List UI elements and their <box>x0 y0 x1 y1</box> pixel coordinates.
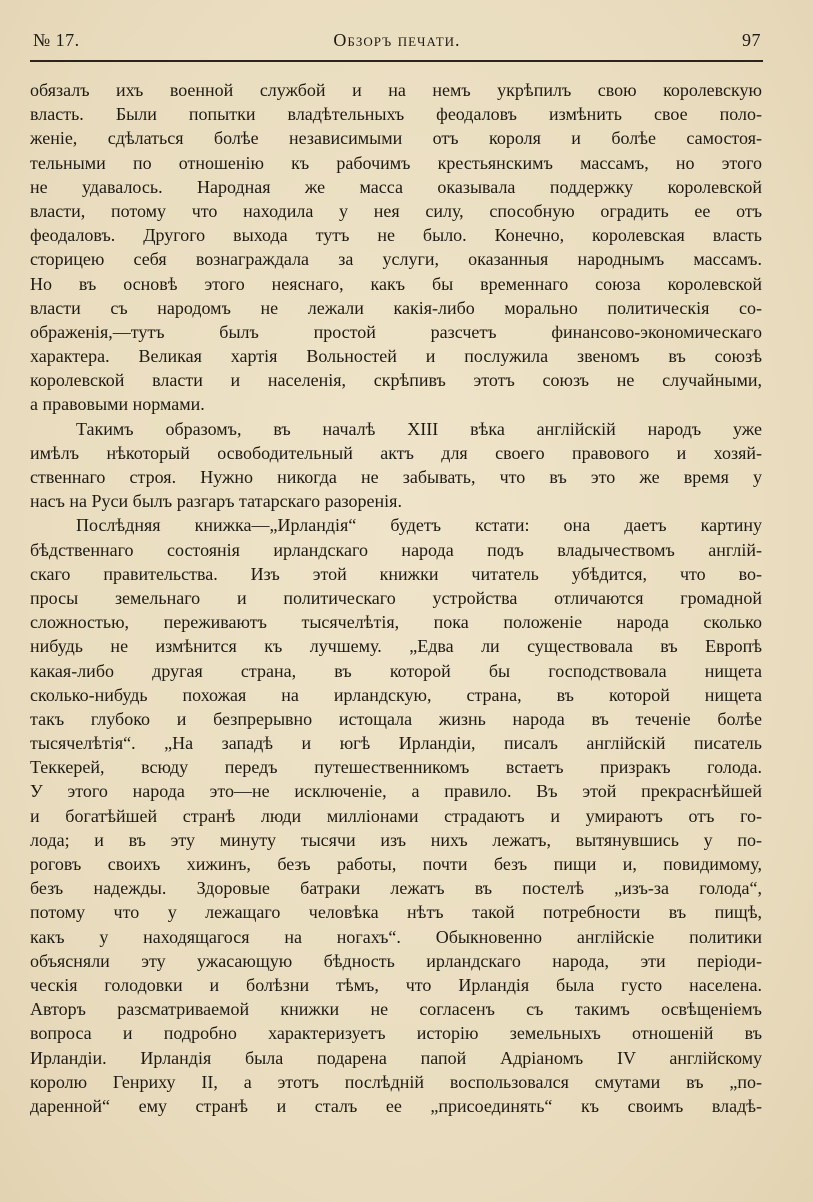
text-line: и богатѣйшей странѣ люди милліонами страдаютъ и умираютъ отъ го- <box>30 805 762 826</box>
text-line: такъ глубоко и безпрерывно истощала жизнь народа въ теченіе болѣе <box>30 708 762 729</box>
text-line: Теккерей, всюду передъ путешественникомъ встаетъ призракъ голода. <box>30 757 762 778</box>
text-line: сложностью, переживаютъ тысячелѣтія, пока положеніе народа сколько <box>30 612 762 633</box>
text-line: женіе, сдѣлаться болѣе независимыми отъ короля и болѣе самостоя- <box>30 128 762 149</box>
text-line: тельными по отношенію къ рабочимъ крестьянскимъ массамъ, но этого <box>30 152 762 173</box>
text-line: объясняли эту ужасающую бѣдность ирландскаго народа, эти періоди- <box>30 950 762 971</box>
text-line: Авторъ разсматриваемой книжки не согласенъ съ такимъ освѣщеніемъ <box>30 999 762 1020</box>
text-line: роговъ своихъ хижинъ, безъ работы, почти безъ пищи и, повидимому, <box>30 854 762 874</box>
text-line: безъ надежды. Здоровые батраки лежатъ въ постелѣ „изъ-за голода“, <box>30 878 762 899</box>
text-line: вопроса и подробно характеризуетъ исторію земельныхъ отношеній въ <box>30 1023 762 1044</box>
text-line: сторицею себя вознаграждала за услуги, оказанныя народнымъ массамъ. <box>30 249 762 270</box>
text-line: власть. Были попытки владѣтельныхъ феодаловъ измѣнить свое поло- <box>30 104 762 125</box>
text-line: сколько-нибудь похожая на ирландскую, страна, въ которой нищета <box>30 684 762 705</box>
header-rule <box>30 60 763 62</box>
text-line: власти съ народомъ не лежали какія-либо морально политическія со- <box>30 297 762 318</box>
text-line: Такимъ образомъ, въ началѣ XIII вѣка англійскій народъ уже <box>76 418 762 439</box>
text-line: У этого народа это—не исключеніе, а правило. Въ этой прекраснѣйшей <box>30 781 762 802</box>
issue-number: № 17. <box>33 30 80 50</box>
text-line: Но въ основѣ этого неяснаго, какъ бы временнаго союза королевской <box>30 273 762 294</box>
body-text <box>30 78 762 1118</box>
text-line: ческія голодовки и болѣзни тѣмъ, что Ирландія была густо населена. <box>30 974 762 995</box>
text-line: королю Генриху II, а этотъ послѣдній воспользовался смутами въ „по- <box>30 1071 762 1092</box>
text-line: власти, потому что находила у нея силу, способную оградить ее отъ <box>30 200 762 221</box>
text-line: какъ у находящагося на ногахъ“. Обыкновенно англійскіе политики <box>30 926 762 947</box>
text-line: ображенія,—тутъ былъ простой разсчетъ финансово-экономическаго <box>30 321 762 342</box>
text-line: насъ на Руси былъ разгаръ татарскаго разоренія. <box>30 491 402 512</box>
text-line: не удавалось. Народная же масса оказывала поддержку королевской <box>30 176 762 197</box>
text-line: имѣлъ нѣкоторый освободительный актъ для своего правового и хозяй- <box>30 442 762 463</box>
text-line: Ирландіи. Ирландія была подарена папой Адріаномъ IV англійскому <box>30 1047 762 1068</box>
running-header <box>33 26 761 60</box>
section-title: Обзоръ печати. <box>333 30 461 50</box>
text-line: лода; и въ эту минуту тысячи изъ нихъ лежатъ, вытянувшись у по- <box>30 829 762 850</box>
text-line: нибудь не измѣнится къ лучшему. „Едва ли существовала въ Европѣ <box>30 636 762 657</box>
text-line: Послѣдняя книжка—„Ирландія“ будетъ кстати: она даетъ картину <box>76 515 762 536</box>
text-line: тысячелѣтія“. „На западѣ и югѣ Ирландіи, писалъ англійскій писатель <box>30 733 762 754</box>
text-line: ственнаго строя. Нужно никогда не забывать, что въ это же время у <box>30 467 762 487</box>
text-line: феодаловъ. Другого выхода тутъ не было. Конечно, королевская власть <box>30 225 762 246</box>
text-line: а правовыми нормами. <box>30 394 205 415</box>
text-line: обязалъ ихъ военной службой и на немъ укрѣпилъ свою королевскую <box>30 80 762 100</box>
page-number: 97 <box>742 30 761 50</box>
text-line: бѣдственнаго состоянія ирландскаго народа подъ владычествомъ англій- <box>30 539 762 560</box>
text-line: королевской власти и населенія, скрѣпивъ этотъ союзъ не случайными, <box>30 370 762 391</box>
text-line: скаго правительства. Изъ этой книжки читатель убѣдится, что во- <box>30 563 762 584</box>
text-line: какая-либо другая страна, въ которой бы господствовала нищета <box>30 660 762 681</box>
text-line: просы земельнаго и политическаго устройства отличаются громадной <box>30 587 762 608</box>
text-line: характера. Великая хартія Вольностей и послужила звеномъ въ союзѣ <box>30 346 762 367</box>
text-line: потому что у лежащаго человѣка нѣтъ такой потребности въ пищѣ, <box>30 902 762 923</box>
text-line: даренной“ ему странѣ и сталъ ее „присоединять“ къ своимъ владѣ- <box>30 1095 762 1116</box>
